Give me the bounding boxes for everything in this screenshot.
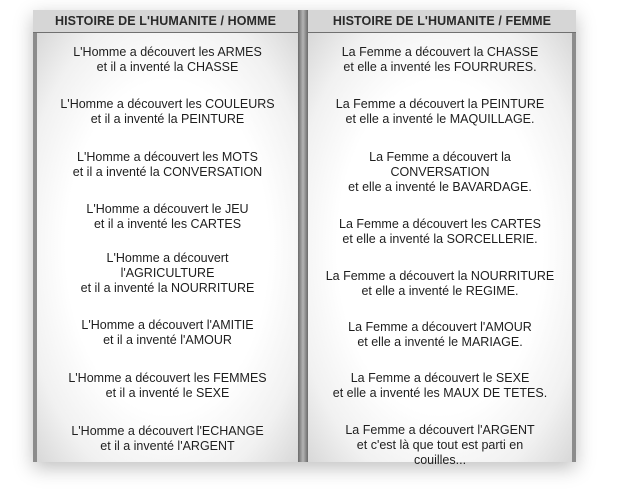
homme-entry-echange: L'Homme a découvert l'ECHANGE et il a inventé l'ARGENT: [71, 424, 264, 453]
homme-entry-amitie: L'Homme a découvert l'AMITIE et il a inventé l'AMOUR: [81, 318, 254, 347]
femme-entry-chasse: La Femme a découvert la CHASSE et elle a inventé les FOURRURES.: [341, 45, 539, 74]
femme-entry-nourriture: La Femme a découvert la NOURRITURE et elle a inventé le REGIME.: [325, 269, 555, 298]
femme-entry-amour: La Femme a découvert l'AMOUR et elle a inventé le MARIAGE.: [348, 320, 532, 349]
comparison-table: [33, 10, 576, 467]
homme-entry-couleurs: L'Homme a découvert les COULEURS et il a inventé la PEINTURE: [60, 97, 275, 126]
homme-entry-jeu: L'Homme a découvert le JEU et il a inventé les CARTES: [86, 202, 249, 231]
femme-entry-argent: La Femme a découvert l'ARGENT et c'est là que tout est parti en couilles...: [345, 423, 535, 467]
column-divider: [298, 10, 308, 462]
column-femme: [308, 33, 572, 467]
homme-entry-armes: L'Homme a découvert les ARMES et il a inventé la CHASSE: [73, 45, 262, 74]
homme-entry-agriculture: L'Homme a découvert l'AGRICULTURE et il a inventé la NOURRITURE: [80, 251, 255, 295]
homme-entry-femmes: L'Homme a découvert les FEMMES et il a inventé le SEXE: [68, 371, 267, 400]
femme-entry-peinture: La Femme a découvert la PEINTURE et elle a inventé le MAQUILLAGE.: [335, 97, 545, 126]
column-homme: [37, 33, 298, 462]
header-femme: HISTOIRE DE L'HUMANITE / FEMME: [332, 14, 552, 28]
femme-entry-sexe: La Femme a découvert le SEXE et elle a inventé les MAUX DE TETES.: [332, 371, 548, 400]
femme-entry-conversation: La Femme a découvert la CONVERSATION et elle a inventé le BAVARDAGE.: [348, 150, 532, 194]
homme-entry-mots: L'Homme a découvert les MOTS et il a inventé la CONVERSATION: [72, 150, 263, 179]
femme-entry-cartes: La Femme a découvert les CARTES et elle a inventé la SORCELLERIE.: [339, 217, 541, 246]
header-homme: HISTOIRE DE L'HUMANITE / HOMME: [54, 14, 277, 28]
